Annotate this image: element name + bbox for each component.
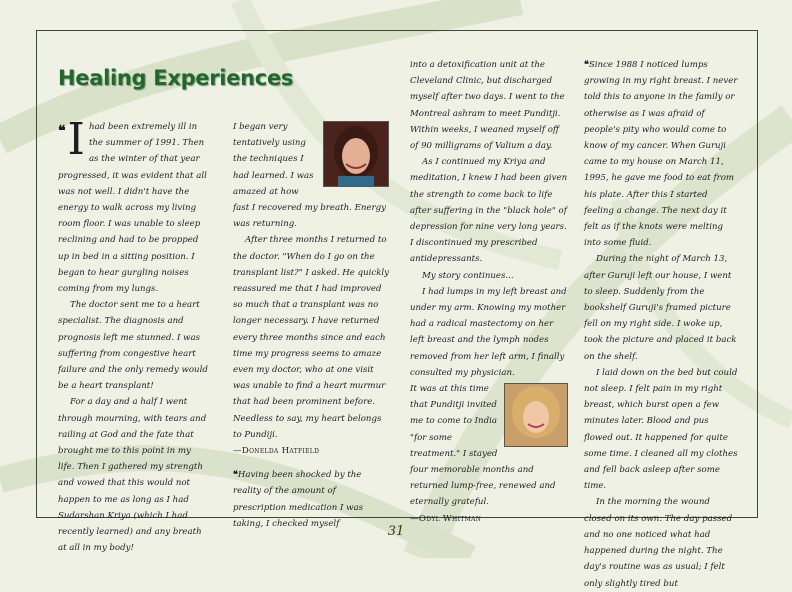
paragraph: I began very tentatively using the techniques I had learned. I was amazed at how fast I recovered my breath. Energy was returning. <box>233 122 386 230</box>
paragraph: had been extremely ill in the summer of 1991. Then as the winter of that year progressed, it was evident that all was not well. I didn't have the energy to walk across my living room floor. I was unable to sleep reclining and had to be propped up in bed in a sitting position. I began to hear gurgling noises coming from my lungs. <box>58 122 207 295</box>
paragraph: I had lumps in my left breast and under my arm. Knowing my mother had a radical mastectomy on her left breast and the lymph nodes removed from her left arm, I finally consulted my physician. <box>410 286 567 378</box>
column-3 <box>410 57 568 527</box>
paragraph: During the night of March 13, after Guruji left our house, I went to sleep. Suddenly from the bookshelf Guruji's framed picture fell on my right side. I woke up, took the picture and placed it back on the shelf. <box>584 254 737 362</box>
drop-cap <box>58 114 85 165</box>
paragraph: In the morning the wound closed on its own. The day passed and no one noticed what had happened during the night. The day's routine was as usual; I felt only slightly tired but <box>584 497 733 589</box>
column-2 <box>233 119 389 532</box>
open-quote-icon: ❝ <box>233 470 238 481</box>
paragraph-text: Having been shocked by the reality of the amount of prescription medication I was taking, I checked myself <box>233 470 363 529</box>
author-signature: —Odyl Whitman <box>410 513 482 524</box>
column-1 <box>58 114 208 556</box>
paragraph: For a day and a half I went through mourning, with tears and railing at God and the fate that brought me to this point in my life. Then I gathered my strength and vowed that this would not happen to me as long as I had Sudarshan Kriya (which I had recently learned) and any breath at all in my body! <box>58 397 207 554</box>
page-number: 31 <box>387 524 405 539</box>
paragraph <box>233 467 389 532</box>
paragraph-text: Since 1988 I noticed lumps growing in my right breast. I never told this to anyone in the family or otherwise as I was afraid of people's pity who would come to know of my cancer. When Guruji came to my house on March 11, 1995, he gave me food to eat from his plate. After this I started feeling a change. The next day it felt as if the knots were melting into some fluid. <box>584 60 738 249</box>
paragraph: The doctor sent me to a heart specialist. The diagnosis and prognosis left me stunned. I was suffering from congestive heart failure and the only remedy would be a heart transplant! <box>58 300 208 392</box>
paragraph: It was at this time that Punditji invited me to come to India "for some treatment." I stayed four memorable months and returned lump-free, renewed and eternally grateful. <box>410 384 556 508</box>
paragraph: My story continues... <box>422 270 514 281</box>
paragraph: After three months I returned to the doctor. "When do I go on the transplant list?" I asked. He quickly reassured me that I had improved so much that a transplant was no longer necessary. I have returned every three months since and each time my progress seems to amaze even my doctor, who at one visit was unable to find a heart murmur that had been prominent before. Needless to say, my heart belongs to Pundiji. <box>233 235 390 440</box>
paragraph: I laid down on the bed but could not sleep. I felt pain in my right breast, which burst open a few minutes later. Blood and pus flowed out. It happened for quite some time. I cleaned all my clothes and fell back asleep after some time. <box>584 367 738 492</box>
portrait-photo-odyl <box>504 383 568 447</box>
paragraph: As I continued my Kriya and meditation, I knew I had been given the strength to come back to life after suffering in the "black hole" of depression for nine very long years. I discontinued my prescribed antidepressants. <box>410 157 568 265</box>
drop-cap-letter: I <box>67 114 85 165</box>
portrait-photo-donelda <box>323 121 389 187</box>
column-4 <box>584 57 740 592</box>
paragraph: into a detoxification unit at the Cleveland Clinic, but discharged myself after two days. I went to the Montreal ashram to meet Punditji. Within weeks, I weaned myself off of 90 milligrams of Valium a day. <box>410 60 565 152</box>
page-title: Healing Experiences <box>58 66 294 90</box>
open-quote-icon: ❝ <box>584 60 589 70</box>
paragraph <box>584 57 740 251</box>
author-signature: —Donelda Hatfield <box>233 446 320 457</box>
open-quote-icon: ❝ <box>58 123 66 139</box>
